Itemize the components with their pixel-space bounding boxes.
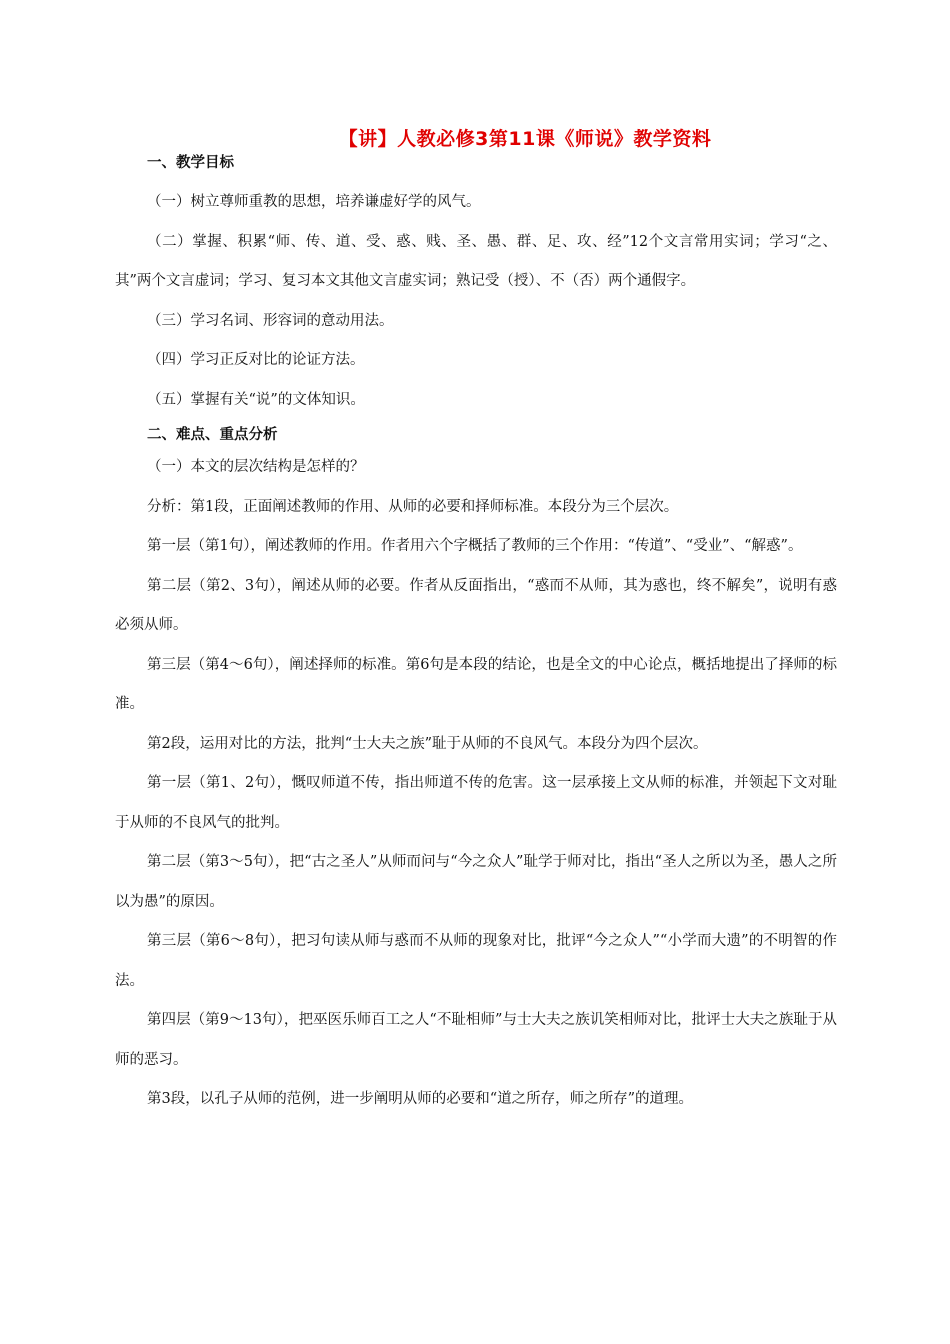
paragraph: 第三层（第6～8句），把习句读从师与惑而不从师的现象对比，批评“今之众人”“小学而大遗”的不明智的作法。 — [115, 933, 837, 989]
paragraph: （一）本文的层次结构是怎样的？ — [147, 459, 365, 475]
paragraph: （二）掌握、积累“师、传、道、受、惑、贱、圣、愚、群、足、攻、经”12个文言常用实词；学习“之、其”两个文言虚词；学习、复习本文其他文言虚实词；熟记受（授）、不（否）两个通假字。 — [115, 233, 837, 289]
section-heading-objectives: 一、教学目标 — [147, 155, 234, 171]
paragraph: 分析：第1段，正面阐述教师的作用、从师的必要和择师标准。本段分为三个层次。 — [147, 498, 679, 515]
paragraph: 第三层（第4～6句），阐述择师的标准。第6句是本段的结论，也是全文的中心论点，概括地提出了择师的标准。 — [115, 656, 837, 712]
paragraph: 第四层（第9～13句），把巫医乐师百工之人“不耻相师”与士大夫之族讥笑相师对比，批评士大夫之族耻于从师的恶习。 — [115, 1012, 837, 1068]
section-heading-analysis: 二、难点、重点分析 — [147, 427, 278, 443]
paragraph: 第二层（第3～5句），把“古之圣人”从师而问与“今之众人”耻学于师对比，指出“圣人之所以为圣，愚人之所以为愚”的原因。 — [115, 854, 837, 910]
paragraph: 第2段，运用对比的方法，批判“士大夫之族”耻于从师的不良风气。本段分为四个层次。 — [147, 735, 708, 752]
paragraph: （三）学习名词、形容词的意动用法。 — [147, 312, 394, 329]
document-title: 【讲】人教必修3第11课《师说》教学资料 — [338, 128, 712, 150]
paragraph: （四）学习正反对比的论证方法。 — [147, 352, 365, 368]
paragraph: 第二层（第2、3句），阐述从师的必要。作者从反面指出，“惑而不从师，其为惑也，终不解矣”，说明有惑必须从师。 — [115, 577, 837, 633]
paragraph: （一）树立尊师重教的思想，培养谦虚好学的风气。 — [147, 194, 481, 210]
paragraph: 第3段，以孔子从师的范例，进一步阐明从师的必要和“道之所存，师之所存”的道理。 — [147, 1091, 694, 1107]
document-body — [115, 150, 837, 1120]
paragraph: （五）掌握有关“说”的文体知识。 — [147, 391, 365, 408]
paragraph: 第一层（第1、2句），慨叹师道不传，指出师道不传的危害。这一层承接上文从师的标准，并领起下文对耻于从师的不良风气的批判。 — [115, 775, 837, 831]
paragraph: 第一层（第1句），阐述教师的作用。作者用六个字概括了教师的三个作用：“传道”、“受业”、“解惑”。 — [147, 538, 803, 554]
